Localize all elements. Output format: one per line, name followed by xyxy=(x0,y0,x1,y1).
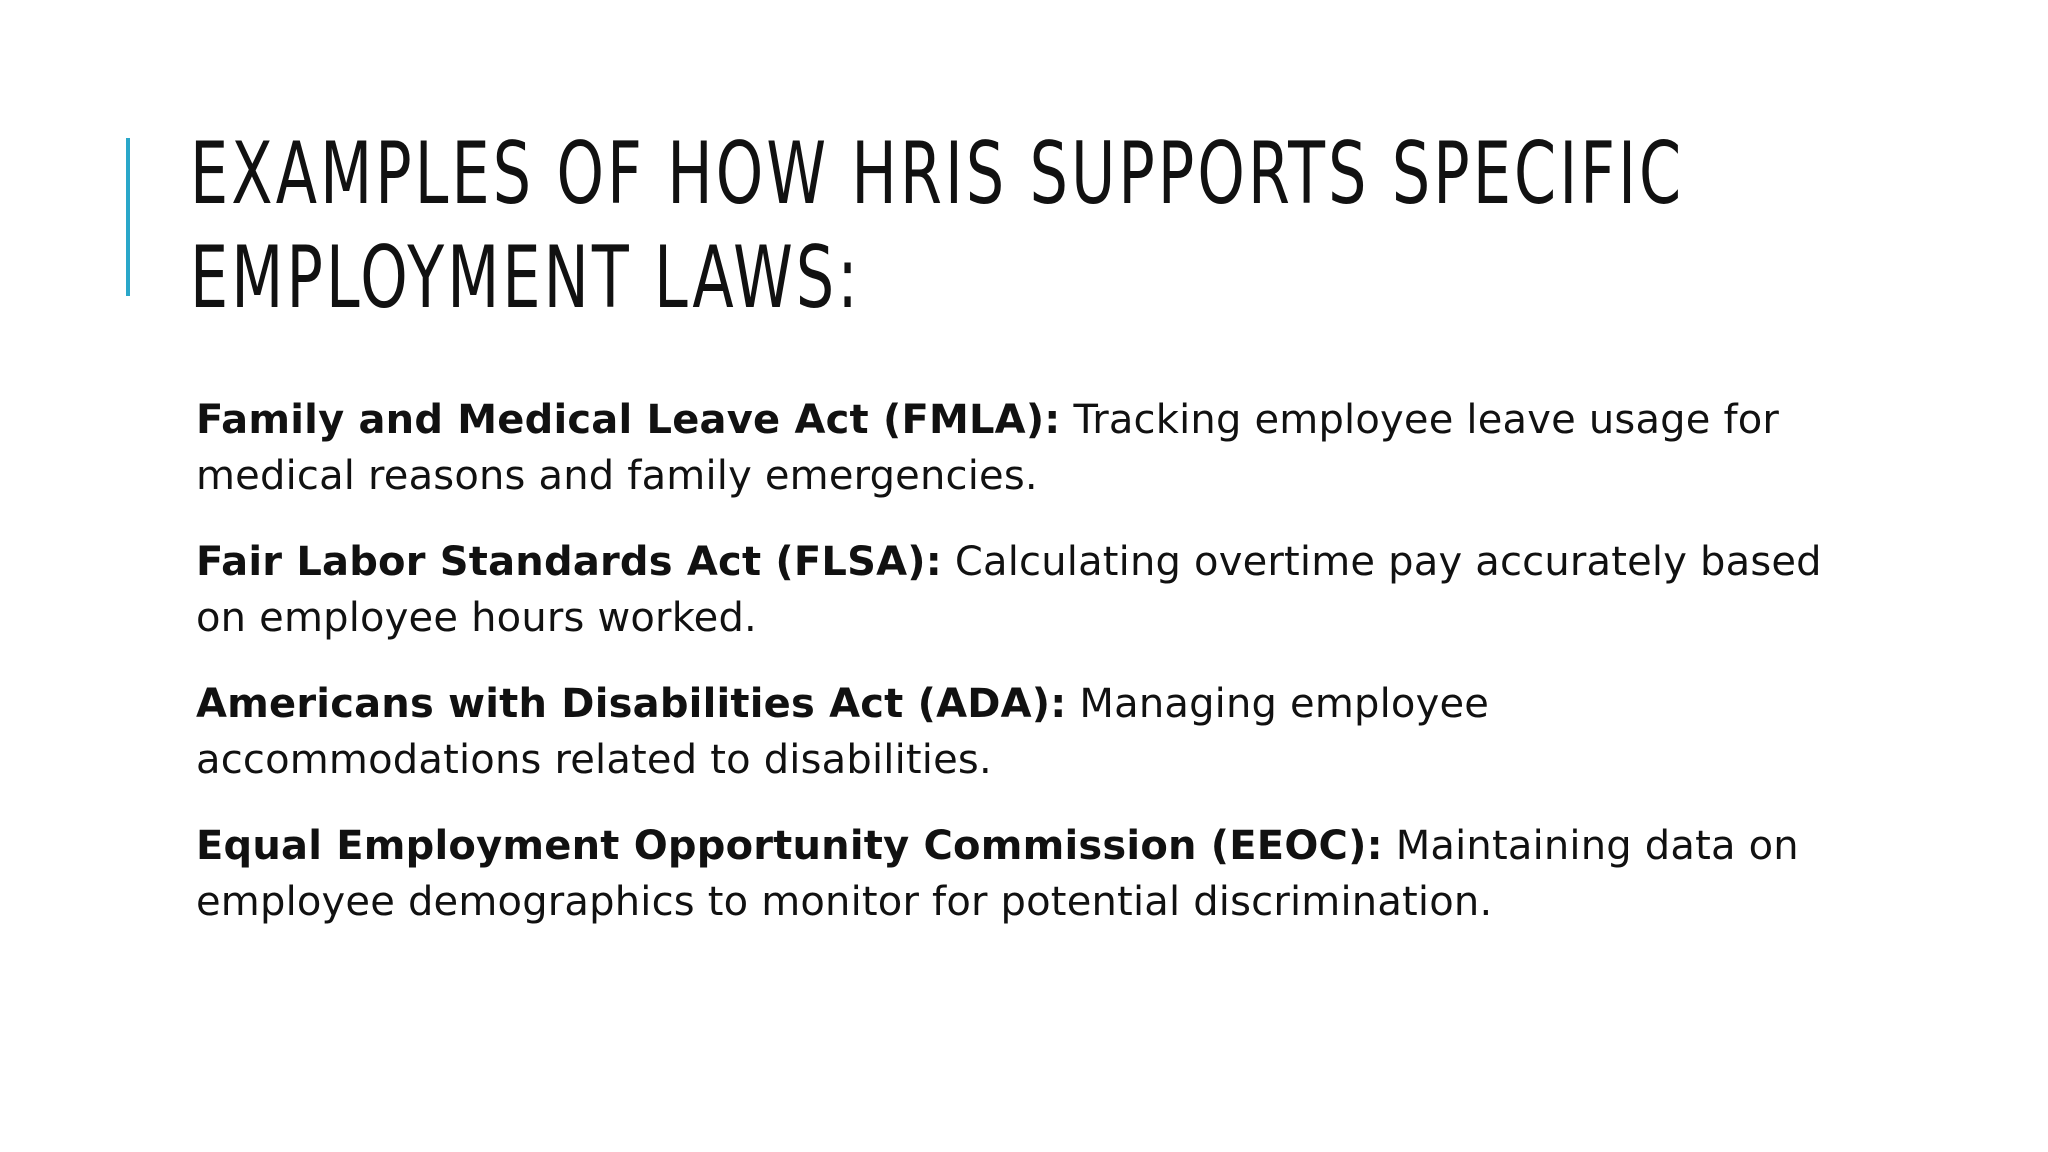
law-item-eeoc xyxy=(196,818,1836,930)
law-description: Calculating overtime pay accurately based on employee hours worked. xyxy=(196,539,1822,641)
law-description: Tracking employee leave usage for medical reasons and family emergencies. xyxy=(196,397,1780,499)
law-term: Family and Medical Leave Act (FMLA): xyxy=(196,397,1061,443)
law-description: Maintaining data on employee demographics to monitor for potential discrimination. xyxy=(196,823,1799,925)
law-list xyxy=(196,392,1836,960)
law-term: Fair Labor Standards Act (FLSA): xyxy=(196,539,942,585)
slide-title xyxy=(190,122,1685,330)
slide-title-line-2: EMPLOYMENT LAWS: xyxy=(190,228,861,328)
law-description: Managing employee accommodations related to disabilities. xyxy=(196,681,1490,783)
law-item-ada xyxy=(196,676,1836,788)
law-term: Equal Employment Opportunity Commission (EEOC): xyxy=(196,823,1383,869)
law-item-flsa xyxy=(196,534,1836,646)
law-term: Americans with Disabilities Act (ADA): xyxy=(196,681,1067,727)
law-item-fmla xyxy=(196,392,1836,504)
slide-title-line-1: EXAMPLES OF HOW HRIS SUPPORTS SPECIFIC xyxy=(190,124,1685,224)
title-accent-bar xyxy=(126,138,130,296)
